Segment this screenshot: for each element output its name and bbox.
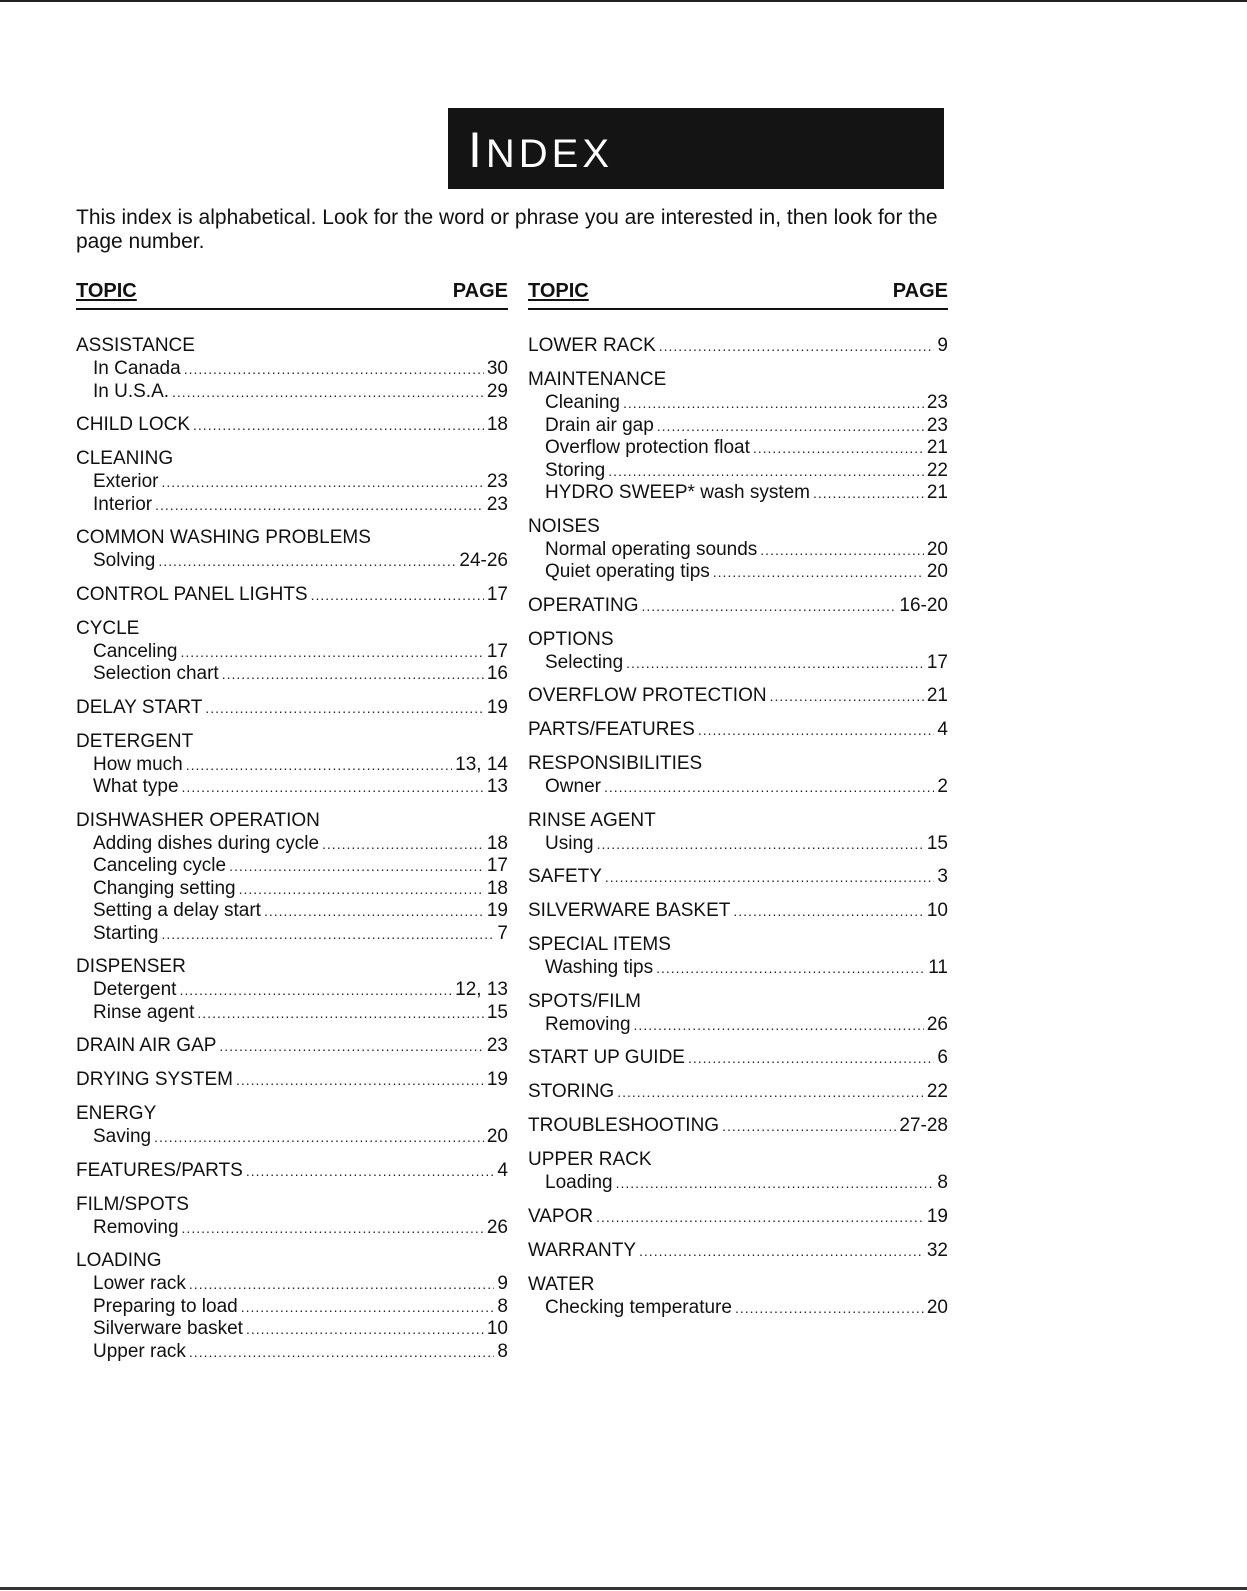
- entry-row: [76, 583, 508, 607]
- leader-dots: [154, 1126, 484, 1149]
- sub-entry: [76, 900, 508, 923]
- page-number: 12, 13: [455, 979, 508, 1000]
- page-number: 23: [486, 1035, 508, 1056]
- index-entry: [76, 696, 508, 720]
- leader-dots: [311, 583, 484, 607]
- leader-dots: [241, 1296, 495, 1319]
- leader-dots: [623, 392, 924, 415]
- index-entry: [76, 526, 508, 573]
- sub-entry: [76, 381, 508, 404]
- index-entry: [528, 1046, 948, 1070]
- leader-dots: [222, 663, 484, 686]
- leader-dots: [722, 1114, 896, 1138]
- page-number: 18: [486, 832, 508, 854]
- sub-entry-label: Silverware basket: [93, 1318, 243, 1339]
- page-number: 20: [926, 1296, 948, 1318]
- leader-dots: [813, 482, 924, 505]
- column-header: [76, 280, 508, 310]
- leader-dots: [219, 1034, 483, 1058]
- page-number: 21: [926, 482, 948, 503]
- page-number: 13, 14: [455, 753, 508, 775]
- page-number: 20: [486, 1126, 508, 1147]
- index-title-banner: [448, 108, 944, 189]
- page-number: 17: [486, 855, 508, 876]
- leader-dots: [596, 1205, 924, 1229]
- page-number: 21: [926, 685, 948, 706]
- sub-entry-label: Saving: [93, 1126, 152, 1147]
- entry-heading: TROUBLESHOOTING: [528, 1115, 720, 1136]
- sub-entry-label: Selection chart: [93, 663, 219, 684]
- entry-row: [528, 1080, 948, 1104]
- sub-entry: [76, 776, 508, 799]
- entry-heading: CYCLE: [76, 617, 140, 639]
- leader-dots: [189, 1273, 495, 1296]
- entry-heading: DETERGENT: [76, 730, 194, 752]
- sub-entry: [76, 1341, 508, 1364]
- sub-entry: [76, 1126, 508, 1149]
- page-header: PAGE: [892, 280, 948, 302]
- page-number: 19: [486, 1069, 508, 1090]
- page-number: 13: [486, 776, 508, 797]
- sub-entry-label: Checking temperature: [545, 1296, 732, 1318]
- entry-row: [528, 1046, 948, 1070]
- index-entry: [528, 933, 948, 980]
- sub-entry: [76, 855, 508, 878]
- sub-entry: [528, 539, 948, 562]
- sub-entry-label: Loading: [545, 1172, 613, 1193]
- sub-entry: [528, 776, 948, 799]
- sub-entry-label: Interior: [93, 493, 153, 515]
- entry-heading: DISPENSER: [76, 956, 186, 977]
- page-number: 22: [926, 1081, 948, 1102]
- sub-entry: [528, 833, 948, 856]
- entry-heading: UPPER RACK: [528, 1149, 652, 1170]
- sub-entry-label: Starting: [93, 922, 159, 944]
- sub-entry-label: Selecting: [545, 651, 624, 673]
- leader-dots: [642, 594, 897, 618]
- entry-heading: COMMON WASHING PROBLEMS: [76, 527, 371, 548]
- topic-header: TOPIC: [528, 280, 589, 302]
- leader-dots: [698, 718, 935, 742]
- page-number: 19: [486, 696, 508, 718]
- entry-heading: MAINTENANCE: [528, 369, 667, 390]
- page-number: 9: [497, 1273, 508, 1294]
- sub-entry: [528, 957, 948, 980]
- sub-entry: [528, 561, 948, 584]
- index-entry: [76, 583, 508, 607]
- sub-entry-label: Setting a delay start: [93, 900, 261, 921]
- entry-heading: WARRANTY: [528, 1239, 637, 1261]
- index-entry: [76, 447, 508, 516]
- leader-dots: [688, 1046, 934, 1070]
- page-number: 17: [926, 651, 948, 673]
- top-border: [0, 0, 1247, 2]
- entry-heading: RESPONSIBILITIES: [528, 753, 703, 774]
- index-entry: [528, 809, 948, 856]
- entry-heading: DELAY START: [76, 696, 203, 718]
- sub-entry: [76, 878, 508, 901]
- sub-entry-label: In Canada: [93, 358, 181, 379]
- leader-dots: [322, 833, 484, 856]
- entry-heading: SPECIAL ITEMS: [528, 934, 671, 955]
- entry-heading: SILVERWARE BASKET: [528, 900, 731, 921]
- sub-entry-label: Upper rack: [93, 1340, 186, 1362]
- sub-entry-label: Solving: [93, 550, 156, 571]
- sub-entry-label: Cleaning: [545, 392, 620, 413]
- page-number: 10: [926, 900, 948, 921]
- leader-dots: [182, 1217, 484, 1240]
- leader-dots: [264, 900, 484, 923]
- sub-entry-label: Lower rack: [93, 1273, 186, 1294]
- page-number: 11: [928, 957, 948, 978]
- entry-row: [76, 1068, 508, 1092]
- sub-entry-label: Detergent: [93, 979, 177, 1000]
- entry-heading: OPERATING: [528, 594, 639, 616]
- leader-dots: [246, 1318, 484, 1341]
- index-entry: [528, 899, 948, 923]
- index-entry: [528, 865, 948, 889]
- sub-entry: [76, 550, 508, 573]
- leader-dots: [626, 652, 924, 675]
- entry-row: [528, 1114, 948, 1138]
- page-number: 2: [937, 776, 948, 797]
- entry-row: [528, 718, 948, 742]
- leader-dots: [770, 684, 924, 708]
- sub-entry: [528, 1297, 948, 1320]
- index-entry: [528, 515, 948, 584]
- entry-heading: FEATURES/PARTS: [76, 1159, 243, 1181]
- leader-dots: [735, 1297, 924, 1320]
- sub-entry: [528, 482, 948, 505]
- index-column-right: [528, 280, 948, 1329]
- leader-dots: [657, 415, 924, 438]
- entry-heading: OPTIONS: [528, 628, 614, 650]
- page-number: 3: [937, 866, 948, 887]
- index-entry: [76, 1159, 508, 1183]
- page-number: 8: [497, 1340, 508, 1362]
- leader-dots: [760, 539, 924, 562]
- page-number: 19: [926, 1205, 948, 1227]
- sub-entry-label: How much: [93, 753, 183, 775]
- leader-dots: [733, 899, 923, 923]
- page-number: 16: [486, 663, 508, 684]
- page-number: 17: [486, 583, 508, 605]
- page-number: 8: [937, 1172, 948, 1193]
- leader-dots: [172, 381, 484, 404]
- leader-dots: [179, 979, 452, 1002]
- sub-entry-label: Exterior: [93, 471, 159, 492]
- index-entry: [76, 1034, 508, 1058]
- entry-heading: WATER: [528, 1273, 595, 1295]
- entry-heading: STORING: [528, 1081, 615, 1102]
- index-entry: [528, 1273, 948, 1320]
- sub-entry: [76, 1273, 508, 1296]
- sub-entry: [528, 460, 948, 483]
- sub-entry: [76, 833, 508, 856]
- sub-entry: [76, 1318, 508, 1341]
- page-number: 21: [926, 437, 948, 458]
- entry-row: [76, 696, 508, 720]
- sub-entry-label: Removing: [93, 1216, 179, 1238]
- entry-heading: DISHWASHER OPERATION: [76, 809, 320, 831]
- entry-heading: CONTROL PANEL LIGHTS: [76, 583, 308, 605]
- page-number: 17: [486, 640, 508, 662]
- leader-dots: [197, 1002, 483, 1025]
- sub-entry: [76, 471, 508, 494]
- index-entry: [76, 1193, 508, 1240]
- leader-dots: [656, 957, 925, 980]
- leader-dots: [205, 696, 484, 720]
- index-entry: [76, 617, 508, 686]
- page-number: 23: [926, 414, 948, 436]
- sub-entry-label: Owner: [545, 776, 601, 797]
- entry-heading: NOISES: [528, 515, 600, 537]
- index-entry: [528, 684, 948, 708]
- page-number: 15: [486, 1001, 508, 1023]
- sub-entry-label: Overflow protection float: [545, 437, 750, 458]
- leader-dots: [605, 865, 935, 889]
- leader-dots: [617, 1080, 924, 1104]
- right-entries: [528, 334, 948, 1319]
- sub-entry-label: Drain air gap: [545, 414, 654, 436]
- sub-entry-label: Quiet operating tips: [545, 561, 710, 582]
- page-number: 20: [926, 538, 948, 560]
- page-number: 8: [497, 1295, 508, 1317]
- index-entry: [76, 730, 508, 799]
- sub-entry-label: Storing: [545, 459, 606, 481]
- sub-entry-label: Preparing to load: [93, 1295, 238, 1317]
- leader-dots: [229, 855, 484, 878]
- entry-row: [528, 684, 948, 708]
- entry-heading: SPOTS/FILM: [528, 990, 641, 1012]
- index-entry: [528, 334, 948, 358]
- entry-heading: LOWER RACK: [528, 335, 656, 356]
- title-initial: I: [468, 122, 486, 178]
- page-number: 10: [486, 1318, 508, 1339]
- entry-row: [528, 1205, 948, 1229]
- leader-dots: [193, 413, 484, 437]
- leader-dots: [639, 1239, 924, 1263]
- page-header: PAGE: [452, 280, 508, 302]
- index-entry: [528, 718, 948, 742]
- leader-dots: [182, 776, 484, 799]
- index-entry: [528, 752, 948, 799]
- intro-text: This index is alphabetical. Look for the word or phrase you are interested in, then look for the page number.: [76, 206, 938, 253]
- entry-heading: RINSE AGENT: [528, 809, 656, 831]
- sub-entry: [528, 415, 948, 438]
- page-number: 7: [497, 922, 508, 944]
- leader-dots: [616, 1172, 935, 1195]
- leader-dots: [659, 334, 935, 358]
- index-entry: [76, 334, 508, 403]
- sub-entry: [76, 754, 508, 777]
- page-number: 23: [486, 471, 508, 492]
- index-entry: [76, 1102, 508, 1149]
- page-number: 20: [926, 561, 948, 582]
- index-entry: [528, 628, 948, 675]
- sub-entry: [76, 979, 508, 1002]
- page-number: 6: [937, 1047, 948, 1068]
- leader-dots: [713, 561, 924, 584]
- entry-heading: CHILD LOCK: [76, 414, 191, 435]
- sub-entry: [528, 1014, 948, 1037]
- leader-dots: [186, 754, 452, 777]
- sub-entry: [76, 494, 508, 517]
- entry-row: [528, 1239, 948, 1263]
- index-entry: [76, 1249, 508, 1363]
- entry-heading: CLEANING: [76, 448, 174, 469]
- page-title: [468, 122, 613, 182]
- entry-row: [76, 413, 508, 437]
- leader-dots: [608, 460, 924, 483]
- leader-dots: [184, 358, 484, 381]
- sub-entry: [528, 652, 948, 675]
- index-entry: [76, 413, 508, 437]
- page-number: 18: [486, 414, 508, 435]
- leader-dots: [597, 833, 924, 856]
- page-number: 23: [486, 493, 508, 515]
- entry-heading: ASSISTANCE: [76, 335, 195, 356]
- sub-entry-label: Removing: [545, 1013, 631, 1035]
- page-number: 4: [497, 1159, 508, 1181]
- sub-entry: [76, 663, 508, 686]
- sub-entry: [76, 1002, 508, 1025]
- sub-entry: [76, 641, 508, 664]
- sub-entry-label: Washing tips: [545, 957, 654, 978]
- index-entry: [528, 1114, 948, 1138]
- entry-row: [76, 1034, 508, 1058]
- page-number: 23: [926, 392, 948, 413]
- leader-dots: [161, 923, 494, 946]
- entry-heading: OVERFLOW PROTECTION: [528, 685, 767, 706]
- leader-dots: [181, 641, 484, 664]
- index-entry: [76, 955, 508, 1024]
- sub-entry-label: Adding dishes during cycle: [93, 832, 320, 854]
- entry-row: [528, 899, 948, 923]
- leader-dots: [753, 437, 924, 460]
- column-header: [528, 280, 948, 310]
- leader-dots: [189, 1341, 495, 1364]
- page-number: 19: [486, 900, 508, 921]
- leader-dots: [239, 878, 484, 901]
- title-rest: NDEX: [485, 132, 614, 176]
- page-number: 27-28: [899, 1115, 948, 1136]
- page-number: 26: [926, 1013, 948, 1035]
- sub-entry: [76, 358, 508, 381]
- index-entry: [528, 594, 948, 618]
- entry-heading: PARTS/FEATURES: [528, 719, 695, 740]
- sub-entry-label: Rinse agent: [93, 1001, 195, 1023]
- sub-entry-label: Canceling cycle: [93, 855, 227, 876]
- leader-dots: [236, 1068, 484, 1092]
- page-number: 32: [926, 1239, 948, 1261]
- sub-entry: [528, 392, 948, 415]
- sub-entry: [528, 1172, 948, 1195]
- index-entry: [76, 809, 508, 946]
- sub-entry: [76, 923, 508, 946]
- entry-row: [528, 865, 948, 889]
- page-number: 30: [486, 358, 508, 379]
- entry-heading: VAPOR: [528, 1205, 594, 1227]
- entry-heading: SAFETY: [528, 866, 602, 887]
- entry-row: [528, 334, 948, 358]
- sub-entry-label: Normal operating sounds: [545, 538, 758, 560]
- sub-entry-label: In U.S.A.: [93, 380, 170, 402]
- page-number: 15: [926, 832, 948, 854]
- sub-entry-label: HYDRO SWEEP* wash system: [545, 482, 810, 503]
- bottom-border: [0, 1587, 1247, 1590]
- index-entry: [528, 1205, 948, 1229]
- left-entries: [76, 334, 508, 1363]
- entry-heading: ENERGY: [76, 1103, 157, 1124]
- entry-row: [528, 594, 948, 618]
- page-number: 29: [486, 380, 508, 402]
- sub-entry: [528, 437, 948, 460]
- index-entry: [528, 368, 948, 505]
- leader-dots: [158, 550, 456, 573]
- page-number: 24-26: [459, 550, 508, 571]
- entry-row: [76, 1159, 508, 1183]
- leader-dots: [604, 776, 934, 799]
- entry-heading: LOADING: [76, 1250, 162, 1271]
- index-entry: [528, 990, 948, 1037]
- leader-dots: [246, 1159, 495, 1183]
- sub-entry: [76, 1217, 508, 1240]
- page-number: 22: [926, 459, 948, 481]
- sub-entry-label: Changing setting: [93, 877, 236, 899]
- leader-dots: [634, 1014, 924, 1037]
- page-number: 18: [486, 877, 508, 899]
- sub-entry-label: What type: [93, 776, 179, 797]
- sub-entry: [76, 1296, 508, 1319]
- index-entry: [76, 1068, 508, 1092]
- index-entry: [528, 1080, 948, 1104]
- page-number: 4: [937, 719, 948, 740]
- entry-heading: START UP GUIDE: [528, 1047, 685, 1068]
- entry-heading: FILM/SPOTS: [76, 1193, 189, 1215]
- leader-dots: [161, 471, 483, 494]
- page-number: 9: [937, 335, 948, 356]
- leader-dots: [155, 494, 484, 517]
- page-number: 16-20: [899, 594, 948, 616]
- index-column-left: [76, 280, 508, 1373]
- index-entry: [528, 1239, 948, 1263]
- sub-entry-label: Using: [545, 832, 594, 854]
- entry-heading: DRAIN AIR GAP: [76, 1035, 217, 1056]
- index-entry: [528, 1148, 948, 1195]
- topic-header: TOPIC: [76, 280, 137, 302]
- entry-heading: DRYING SYSTEM: [76, 1069, 233, 1090]
- sub-entry-label: Canceling: [93, 640, 178, 662]
- page-number: 26: [486, 1216, 508, 1238]
